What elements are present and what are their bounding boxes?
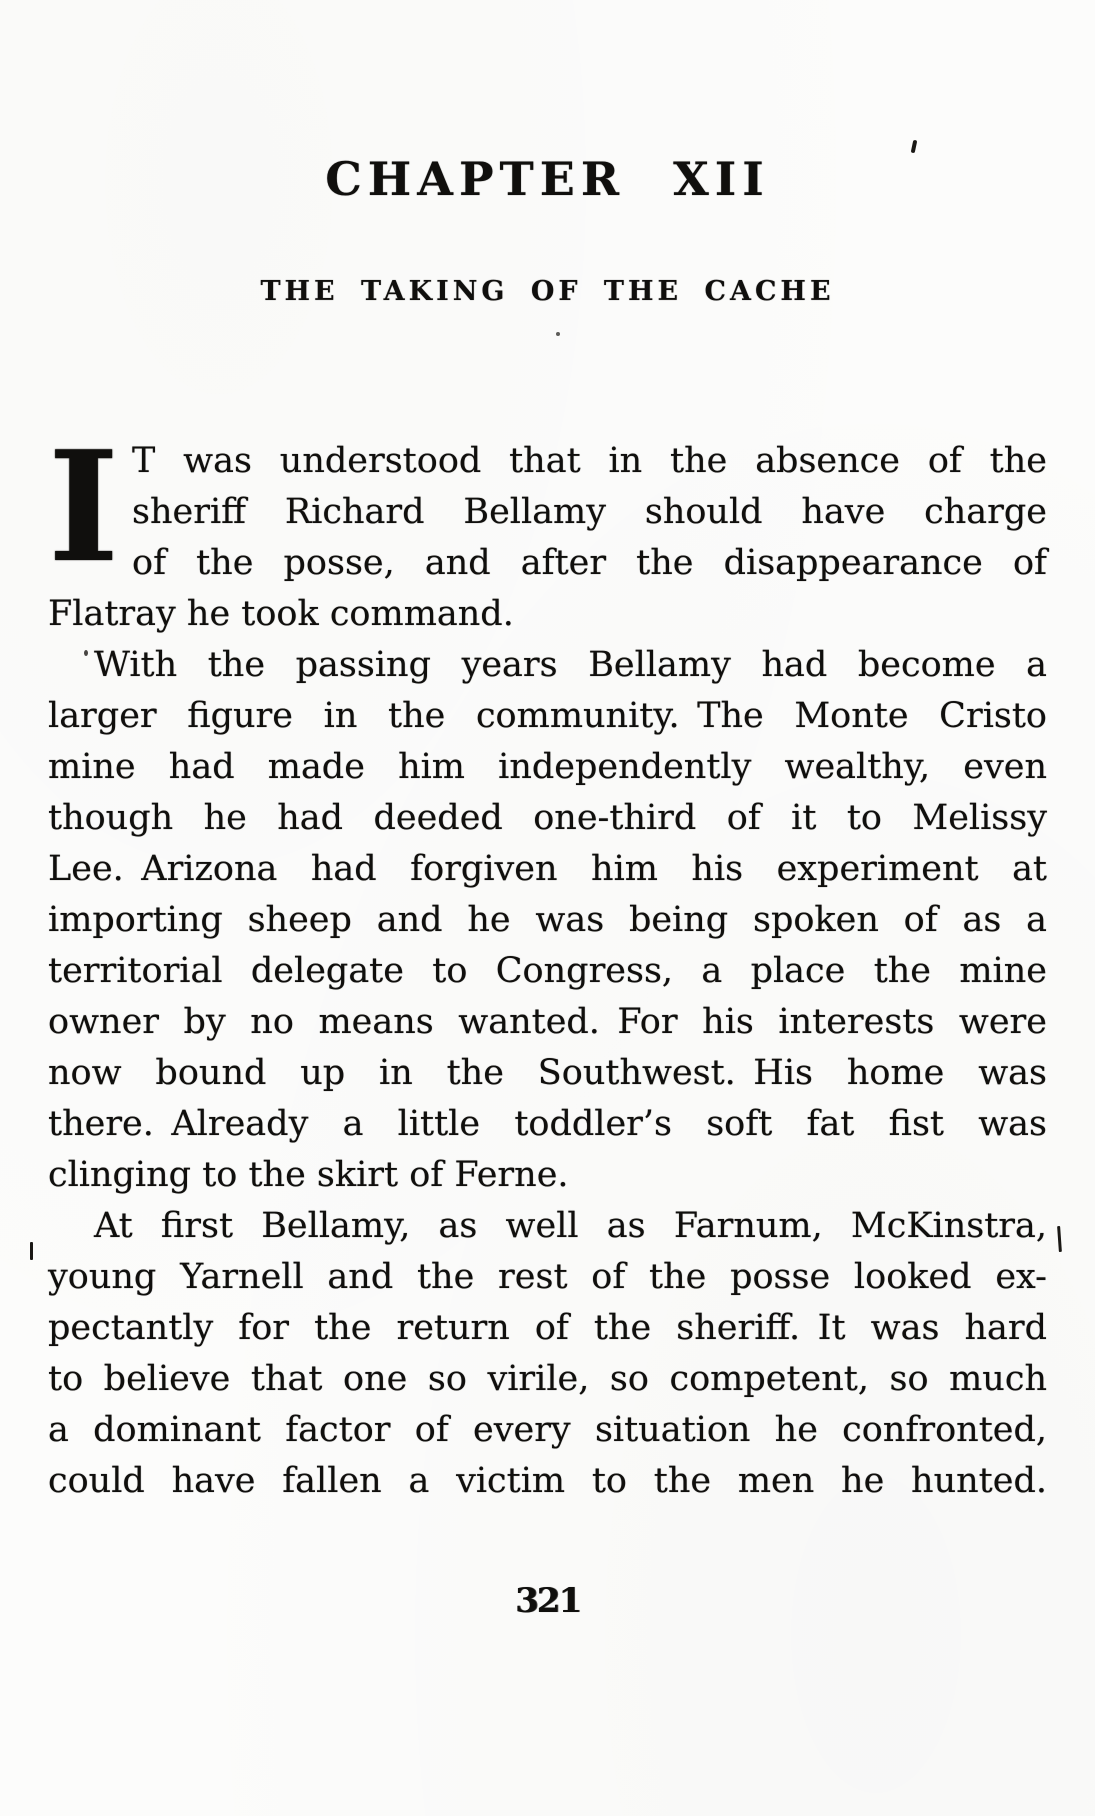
text-line: larger figure in the community. The Monte Cristo xyxy=(48,696,1047,736)
text-line: of the posse, and after the disappearance of xyxy=(132,543,1047,583)
text-line: a dominant factor of every situation he confronted, xyxy=(48,1410,1047,1450)
scan-speck xyxy=(30,1242,33,1260)
text-line: now bound up in the Southwest. His home was xyxy=(48,1053,1047,1093)
text-line: could have fallen a victim to the men he hunted. xyxy=(48,1461,1047,1501)
page-number: 321 xyxy=(515,1581,580,1621)
text-line: clinging to the skirt of Ferne. xyxy=(48,1155,569,1195)
paragraph xyxy=(48,640,1047,1201)
scan-speck xyxy=(1057,1226,1062,1252)
paragraph xyxy=(48,417,1047,640)
text-line: to believe that one so virile, so competent, so much xyxy=(48,1359,1047,1399)
text-line: mine had made him independently wealthy, even xyxy=(48,747,1047,787)
text-line: there. Already a little toddler’s soft fat fist was xyxy=(48,1104,1047,1144)
text-line: With the passing years Bellamy had become a xyxy=(94,645,1047,685)
text-line: T was understood that in the absence of the xyxy=(132,441,1047,481)
scan-speck xyxy=(556,332,560,336)
text-line: territorial delegate to Congress, a place the mine xyxy=(48,951,1047,991)
chapter-title: CHAPTER XII xyxy=(325,152,770,206)
section-title: THE TAKING OF THE CACHE xyxy=(260,276,835,307)
text-line: owner by no means wanted. For his interests were xyxy=(48,1002,1047,1042)
text-line: Lee. Arizona had forgiven him his experiment at xyxy=(48,849,1047,889)
text-line: though he had deeded one-third of it to Melissy xyxy=(48,798,1047,838)
paragraph xyxy=(48,1201,1047,1507)
page-body xyxy=(48,417,1047,1507)
text-line: pectantly for the return of the sheriff. It was hard xyxy=(48,1308,1047,1348)
text-line: importing sheep and he was being spoken of as a xyxy=(48,900,1047,940)
text-line: At first Bellamy, as well as Farnum, McKinstra, xyxy=(94,1206,1047,1246)
drop-cap: I xyxy=(48,417,120,596)
text-line: Flatray he took command. xyxy=(48,594,514,634)
text-line: young Yarnell and the rest of the posse looked ex- xyxy=(48,1257,1047,1297)
text-line: sheriff Richard Bellamy should have charge xyxy=(132,492,1047,532)
scan-speck xyxy=(84,650,88,656)
